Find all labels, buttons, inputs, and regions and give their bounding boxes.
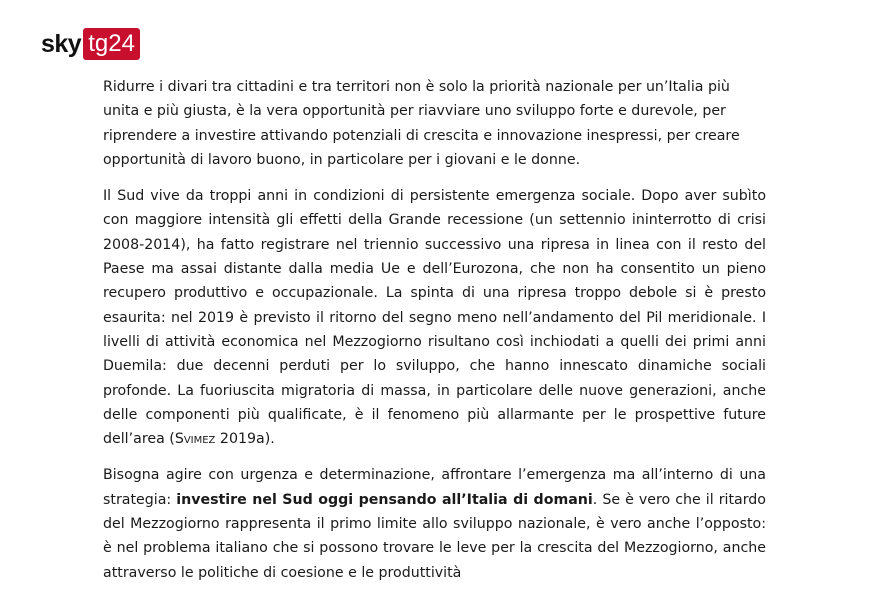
paragraph-3-start: Bisogna agire con urgenza e determinazione, affrontare l’emergenza ma all’interno di una strategia: bbox=[103, 467, 766, 508]
logo-tg24-badge bbox=[83, 28, 140, 60]
paragraph-3-end: . Se è vero che il ritardo del Mezzogiorno rappresenta il primo limite allo sviluppo nazionale, è vero anche l’opposto: è nel problema italiano che si possono trovare le leve per la crescita del Mezzogiorno, anche attraverso le politiche di coesione e le produttività bbox=[103, 491, 766, 581]
citation-svimez: Svimez bbox=[174, 431, 216, 448]
citation-year: 2019a). bbox=[215, 431, 275, 448]
logo-sky-text: sky bbox=[41, 30, 82, 58]
paragraph-1: Ridurre i divari tra cittadini e tra territori non è solo la priorità nazionale per un’Italia più unita e più giusta, è la vera opportunità per riavviare uno sviluppo forte e durevole, per riprendere a investire attivando potenziali di crescita e innovazione inespressi, per creare opportunità di lavoro buono, in particolare per i giovani e le donne. bbox=[103, 79, 740, 168]
paragraph-2 bbox=[103, 184, 766, 451]
logo-tg24-text: tg24 bbox=[88, 30, 135, 57]
document-body bbox=[103, 75, 766, 597]
paragraph-2-text: Il Sud vive da troppi anni in condizioni di persistente emergenza sociale. Dopo aver subìto con maggiore intensità gli effetti della Grande recessione (un settennio ininterrotto di crisi 2008-2014), ha fatto registrare nel triennio successivo una ripresa in linea con il resto del Paese ma assai distante dalla media Ue e dell’Eurozona, che non ha consentito un pieno recupero produttivo e occupazionale. La spinta di una ripresa troppo debole si è presto esaurita: nel 2019 è previsto il ritorno del segno meno nell’andamento del Pil meridionale. I livelli di attività economica nel Mezzogiorno risultano così inchiodati a quelli dei primi anni Duemila: due decenni perduti per lo sviluppo, che hanno innescato dinamiche sociali profonde. La fuoriuscita migratoria di massa, in particolare delle nuove generazioni, anche delle componenti più qualificate, è il fenomeno più allarmante per le prospettive future dell’area ( bbox=[103, 188, 766, 448]
paragraph-3-emphasis: investire nel Sud oggi pensando all’Italia di domani bbox=[176, 491, 593, 508]
sky-tg24-logo bbox=[41, 28, 140, 60]
paragraph-3 bbox=[103, 463, 766, 584]
